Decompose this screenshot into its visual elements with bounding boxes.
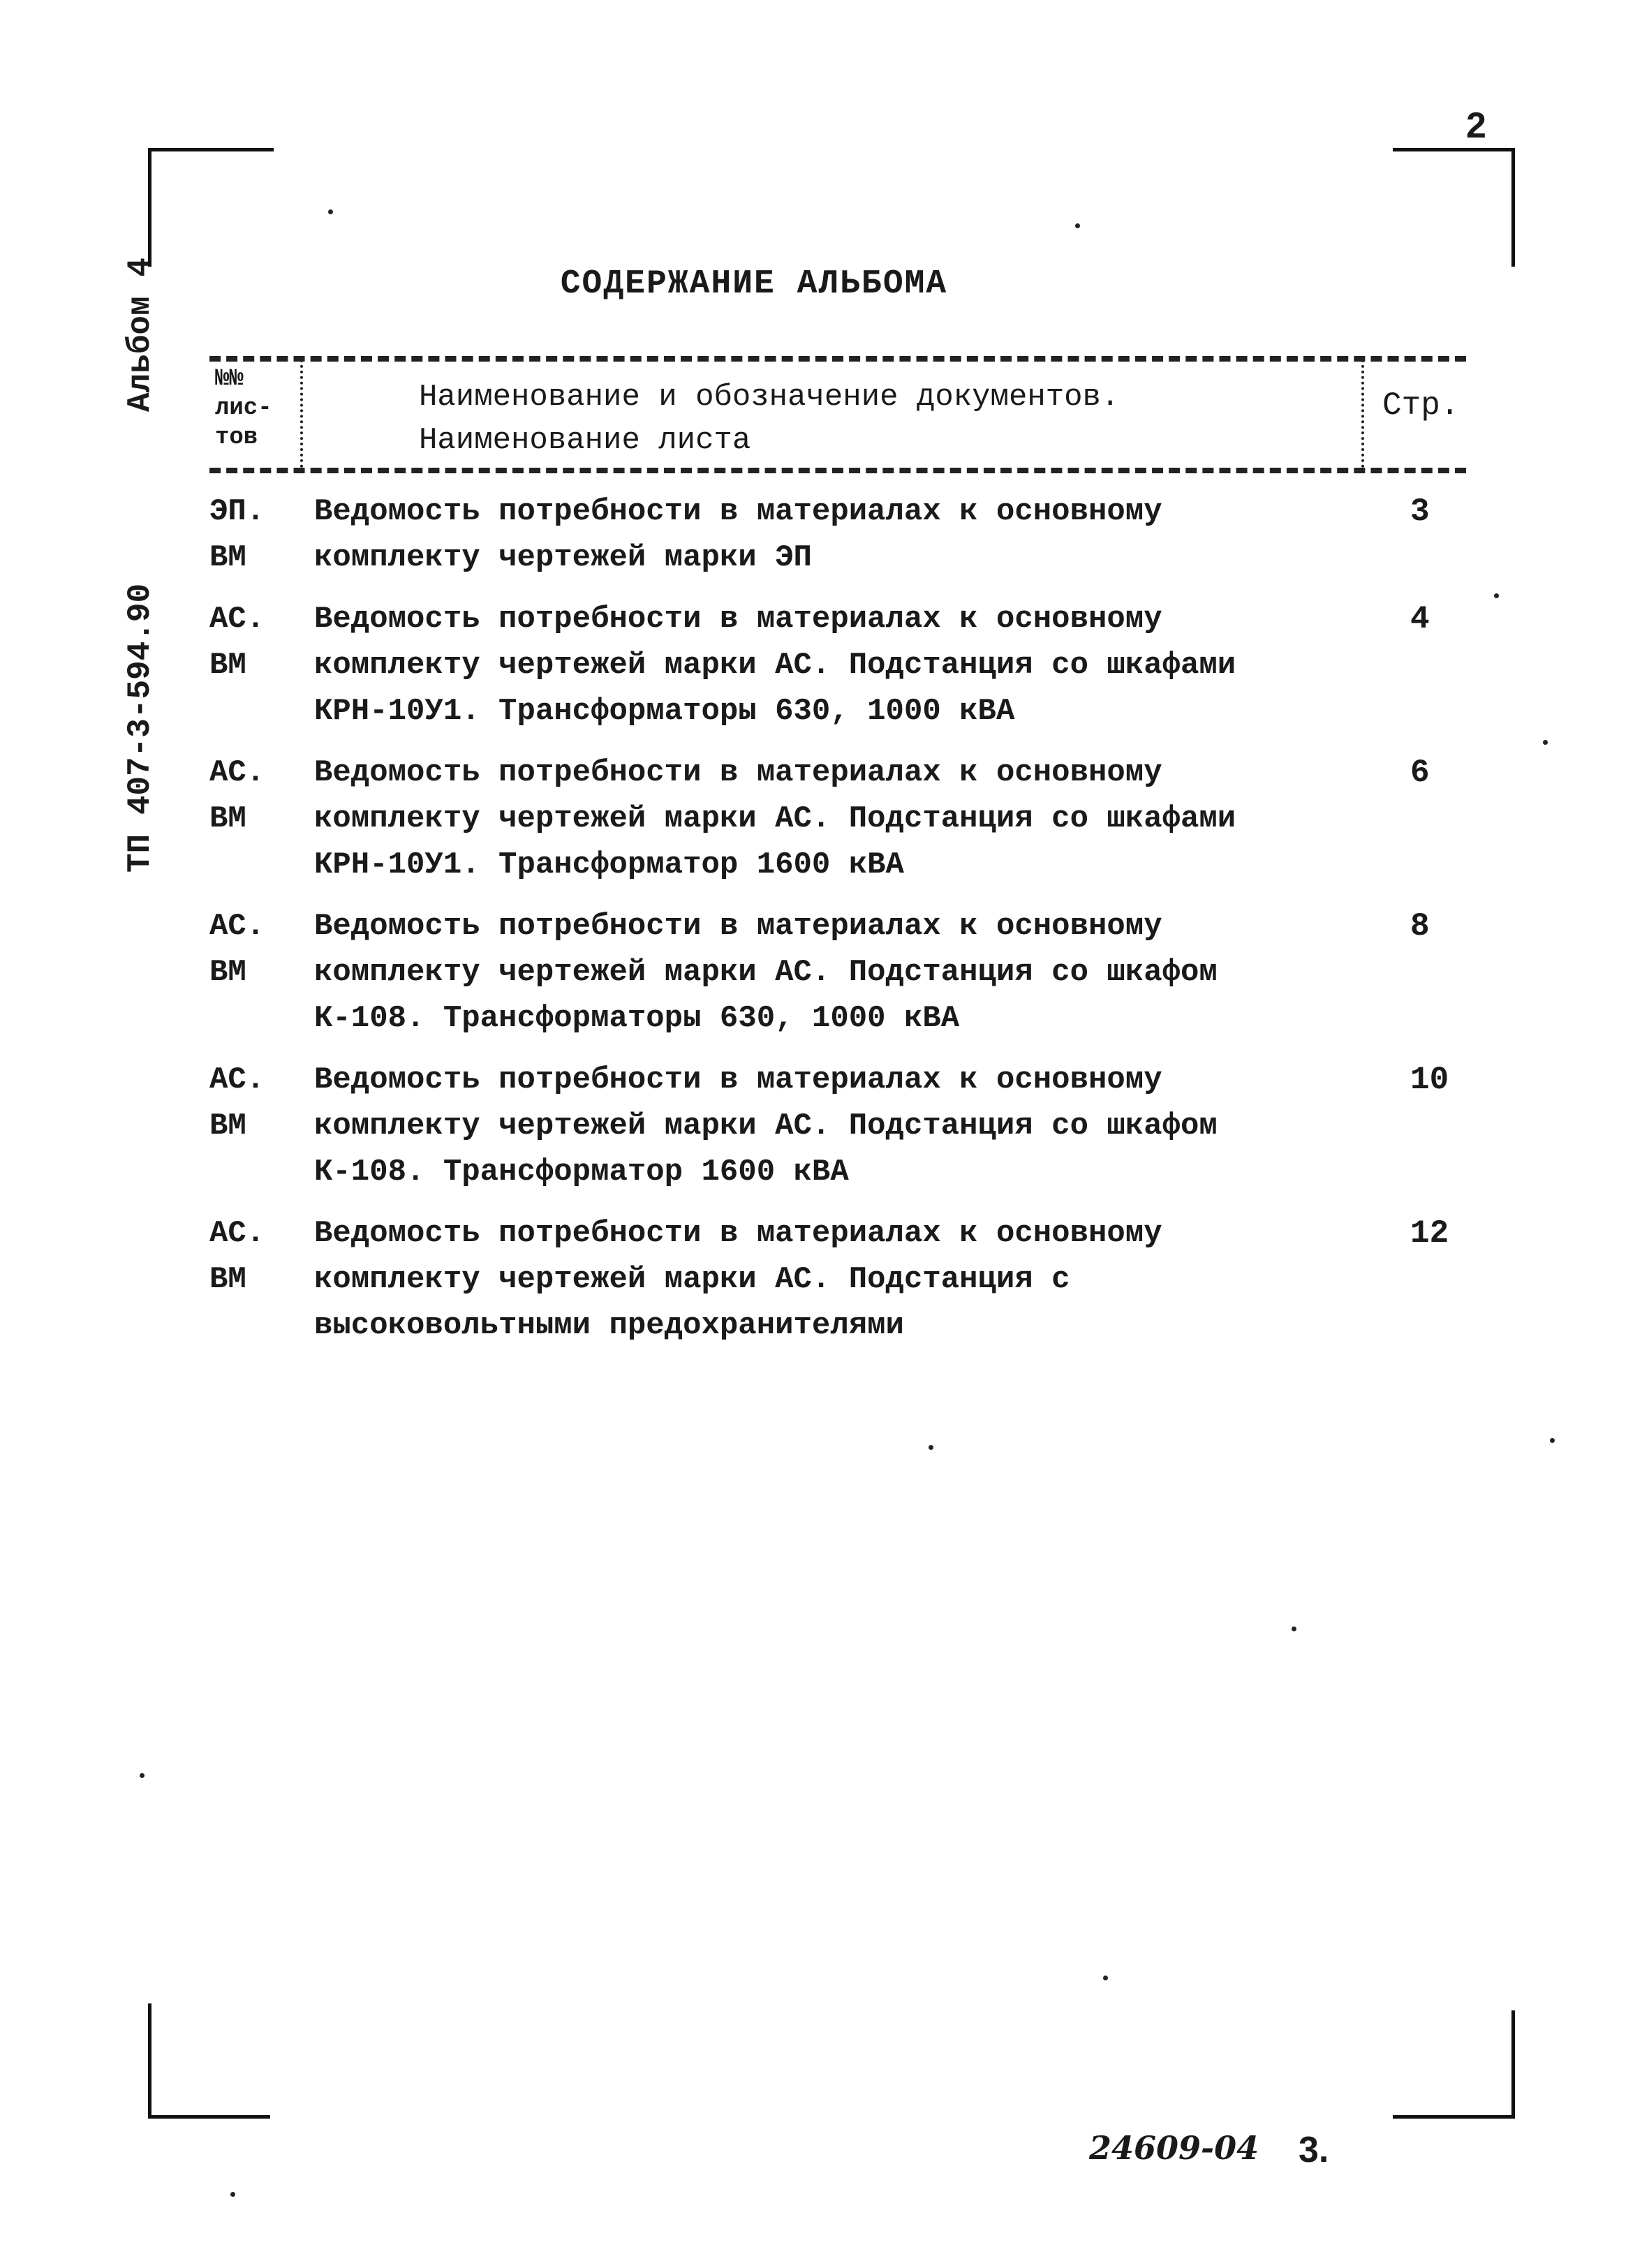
page-ref: 4 xyxy=(1410,601,1430,637)
page-ref: 8 xyxy=(1410,908,1430,944)
scan-speck xyxy=(929,1445,933,1450)
scan-speck xyxy=(1543,740,1548,745)
scan-speck xyxy=(140,1773,145,1778)
sheet-code: АС. ВМ xyxy=(209,909,265,990)
scan-speck xyxy=(1494,593,1499,598)
page-title: СОДЕРЖАНИЕ АЛЬБОМА xyxy=(560,265,948,303)
list-item xyxy=(209,489,1466,581)
page-ref: 10 xyxy=(1410,1062,1449,1098)
sheet-code: АС. ВМ xyxy=(209,755,265,836)
document-title: Ведомость потребности в материалах к основному комплекту чертежей марки АС. Подстанция со шкафом К-108. Трансформатор 1600 кВА xyxy=(314,1062,1218,1189)
sheet-code: АС. ВМ xyxy=(209,602,265,683)
sheet-code: АС. ВМ xyxy=(209,1062,265,1143)
corner-mark-bottom-right xyxy=(1393,2010,1515,2119)
list-item xyxy=(209,750,1466,888)
sheet-code: АС. ВМ xyxy=(209,1216,265,1297)
corner-mark-top-right xyxy=(1393,148,1515,267)
document-title: Ведомость потребности в материалах к основному комплекту чертежей марки АС. Подстанция со шкафами КРН-10У1. Трансформаторы 630, 1000 кВА xyxy=(314,602,1236,729)
contents-list xyxy=(209,489,1466,1364)
header-column-separator xyxy=(300,360,303,468)
header-sheets-column: №№ лис- тов xyxy=(215,366,272,451)
document-title: Ведомость потребности в материалах к основному комплекту чертежей марки АС. Подстанция со шкафами КРН-10У1. Трансформатор 1600 кВА xyxy=(314,755,1236,882)
scan-speck xyxy=(1075,223,1080,228)
header-page-column: Стр. xyxy=(1382,387,1460,424)
document-title: Ведомость потребности в материалах к основному комплекту чертежей марки ЭП xyxy=(314,494,1162,575)
list-item xyxy=(209,596,1466,734)
scan-speck xyxy=(230,2192,235,2197)
page-number: 2 xyxy=(1466,105,1486,146)
header-column-separator xyxy=(1361,360,1364,468)
scan-speck xyxy=(1103,1976,1108,1980)
sheet-code: ЭП. ВМ xyxy=(209,494,265,575)
scan-speck xyxy=(328,209,333,214)
footer-page-number: 3. xyxy=(1299,2130,1329,2170)
list-item xyxy=(209,1057,1466,1195)
header-name-column: Наименование и обозначение документов. Наименование листа xyxy=(419,380,1120,458)
side-label-album: Альбом 4 xyxy=(122,258,158,412)
table-header xyxy=(209,349,1466,475)
document-title: Ведомость потребности в материалах к основному комплекту чертежей марки АС. Подстанция со шкафом К-108. Трансформаторы 630, 1000 кВА xyxy=(314,909,1218,1036)
corner-mark-top-left xyxy=(148,148,274,267)
page-ref: 3 xyxy=(1410,494,1430,530)
archive-stamp: 24609-04 xyxy=(1089,2129,1259,2167)
scan-speck xyxy=(1550,1438,1555,1443)
document-title: Ведомость потребности в материалах к основному комплекту чертежей марки АС. Подстанция с высоковольтными предохранителями xyxy=(314,1216,1162,1343)
page-ref: 6 xyxy=(1410,755,1430,791)
corner-mark-bottom-left xyxy=(148,2003,270,2119)
header-dashed-rule-bottom xyxy=(209,468,1466,473)
list-item xyxy=(209,903,1466,1042)
header-dashed-rule-top xyxy=(209,356,1466,362)
list-item xyxy=(209,1210,1466,1349)
page-ref: 12 xyxy=(1410,1215,1449,1252)
scan-speck xyxy=(1292,1626,1296,1631)
side-label-project-code: ТП 407-3-594.90 xyxy=(122,583,158,873)
